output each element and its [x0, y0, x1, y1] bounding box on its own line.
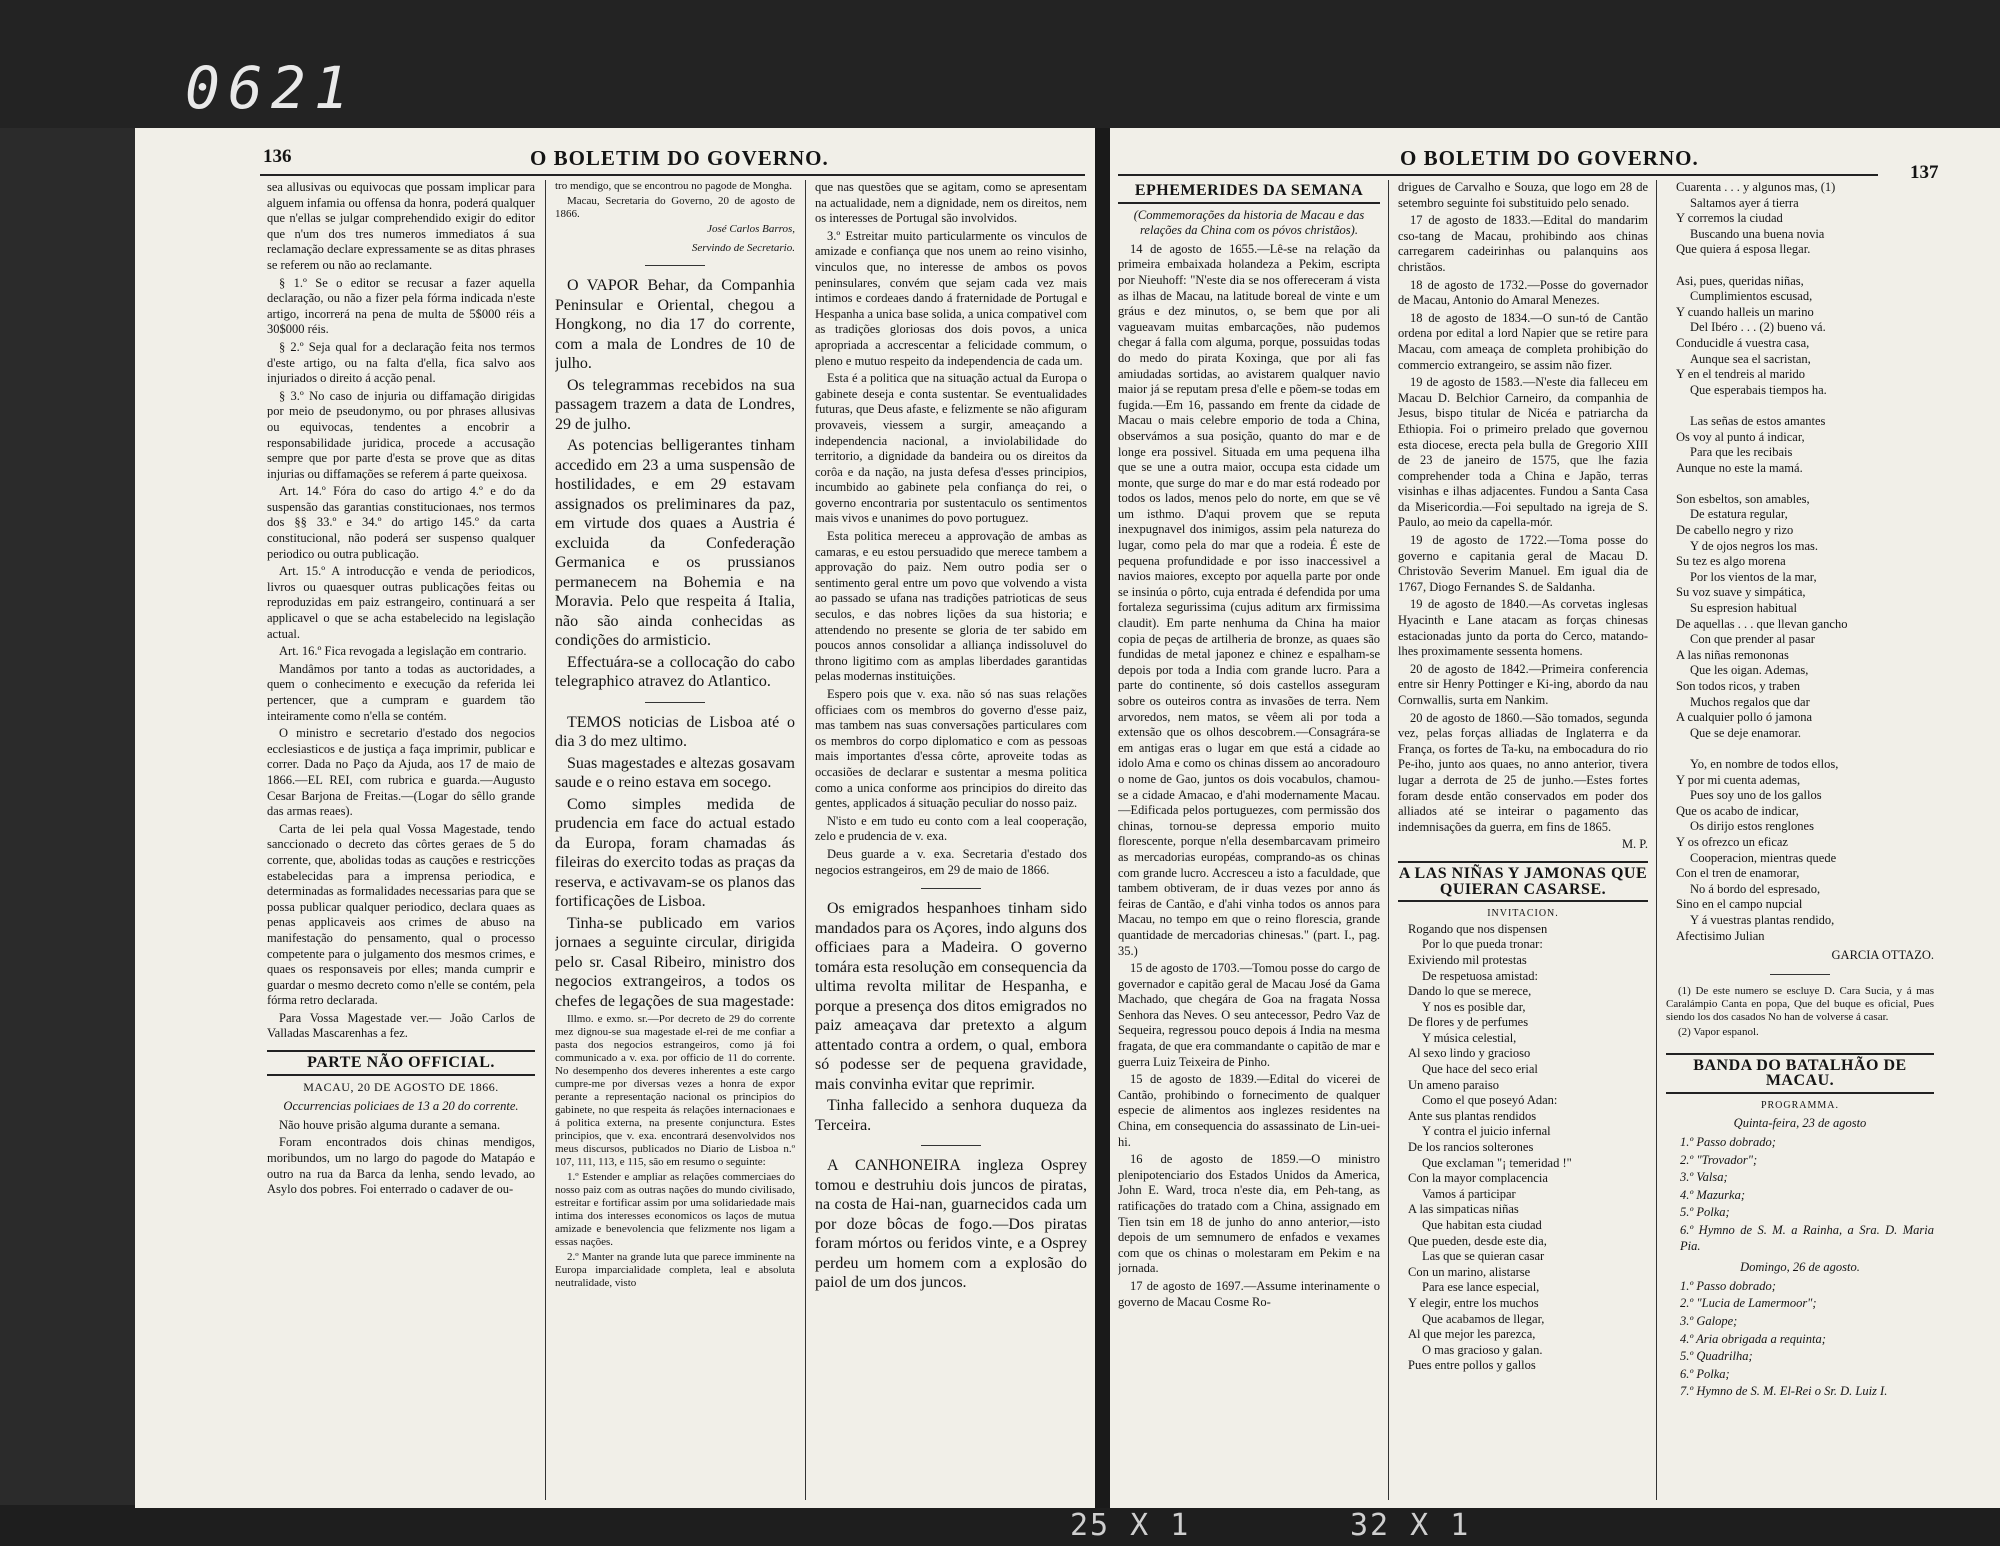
- paragraph: 15 de agosto de 1839.—Edital do vicerei de Cantão, prohibindo o fornecimento de qualquer especie de alimentos aos inglezes residentes na China, em consequencia do assassinato de Lin-uei-hi.: [1118, 1072, 1380, 1149]
- verse-line: De flores y de perfumes: [1408, 1015, 1529, 1030]
- paragraph: § 3.º No caso de injuria ou diffamação dirigidas por meio de pseudonymo, ou por phrases allusivas ou equivocas, tendentes a encobrir a responsabilidade juridica, procede a accusação sempre que por parte d'esta se prove que as ditas injurias ou diffamações se referem á parte queixosa.: [267, 388, 535, 481]
- separator: [645, 702, 705, 703]
- paragraph: tro mendigo, que se encontrou no pagode de Mongha.: [555, 180, 793, 192]
- band-title: BANDA DO BATALHÃO DE MACAU.: [1666, 1053, 1934, 1094]
- verse-line: Pues entre pollos y gallos: [1408, 1358, 1536, 1373]
- paragraph: Os telegrammas recebidos na sua passagem trazem a data de Londres, 29 de julho.: [555, 376, 795, 433]
- verse-line: Conducidle á vuestra casa,: [1676, 335, 1810, 350]
- signature-title: Servindo de Secretario.: [691, 242, 795, 254]
- verse-line: Por los vientos de la mar,: [1690, 569, 1817, 584]
- paragraph: Art. 16.º Fica revogada a legislação em contrario.: [279, 644, 527, 659]
- verse-line: Que pueden, desde este dia,: [1408, 1233, 1547, 1248]
- paragraph: 17 de agosto de 1833.—Edital do mandarim cso-tang de Macau, prohibindo aos chinas carregarem cadeirinhas ou palanquins aos christãos.: [1398, 213, 1648, 274]
- paragraph: Effectuára-se a collocação do cabo telegraphico atravez do Atlantico.: [555, 653, 795, 690]
- verse-line: Dando lo que se merece,: [1408, 984, 1532, 999]
- verse-line: Para ese lance especial,: [1422, 1280, 1540, 1295]
- verse-line: De los rancios solterones: [1408, 1140, 1534, 1155]
- separator: [645, 265, 705, 266]
- verse-line: Con que prender al pasar: [1690, 632, 1815, 647]
- paragraph: § 2.º Seja qual for a declaração feita nos termos d'este artigo, ou na falta d'ella, fica salvo aos injuriados o direito á acção penal.: [267, 339, 535, 386]
- ephemerides-title: EPHEMERIDES DA SEMANA: [1118, 180, 1380, 204]
- footnote: (2) Vapor espanol.: [1678, 1025, 1759, 1038]
- edge-code-1: 25 X 1: [1070, 1508, 1191, 1543]
- paragraph: Esta politica mereceu a approvação de ambas as camaras, e eu estou persuadido que merece tambem a approvação do paiz. Nem outro podia ser o sentimento geral entre um povo que volvendo a vista ao passado se ufana nas tradições patrioticas de seus seculos, e das nobres lições da sua historia; e attendendo no presente se gloria de ter sabido em poucos annos consolidar a alliança indissoluvel do throno ligitimo com as amplas liberdades garantidas pelas modernas instituições.: [815, 529, 1087, 684]
- verse-line: Que os acabo de indicar,: [1676, 803, 1799, 818]
- left-masthead: O BOLETIM DO GOVERNO.: [530, 146, 829, 170]
- signature: José Carlos Barros,: [707, 223, 795, 235]
- verse-line: De estatura regular,: [1690, 507, 1788, 522]
- frame-number: 0621: [185, 54, 357, 122]
- programme-item: 5.º Quadrilha;: [1680, 1349, 1753, 1364]
- verse-line: Cooperacion, mientras quede: [1690, 850, 1837, 865]
- poem-signature: GARCIA OTTAZO.: [1831, 948, 1934, 963]
- verse-line: Afectisimo Julian: [1676, 928, 1765, 943]
- verse-line: Para que les recibais: [1690, 445, 1793, 460]
- verse-line: Como el que poseyó Adan:: [1422, 1093, 1558, 1108]
- paragraph: 19 de agosto de 1840.—As corvetas inglesas Hyacinth e Lane atacam as forças chinesas estacionadas junto da porta do Cerco, matando-lhes proximamente sessenta homens.: [1398, 597, 1648, 659]
- paragraph: 19 de agosto de 1722.—Toma posse do governo e capitania geral de Macau D. Christovão Severim Manuel. Em igual dia de 1767, Diogo Fernandes S. de Saldanha.: [1398, 533, 1648, 594]
- verse-line: Al sexo lindo y gracioso: [1408, 1046, 1531, 1061]
- paragraph: Para Vossa Magestade ver.— João Carlos de Valladas Mascarenhas a fez.: [267, 1010, 535, 1041]
- separator: [921, 888, 981, 889]
- paragraph: TEMOS noticias de Lisboa até o dia 3 do mez ultimo.: [555, 713, 795, 750]
- left-column-2: [555, 180, 795, 1500]
- verse-line: Del Ibéro . . . (2) bueno vá.: [1690, 320, 1826, 335]
- paragraph: Mandâmos por tanto a todas as auctoridades, a quem o conhecimento e execução da referida lei pertencer, que a cumpram e guardem tão inteiramente como n'ella se contém.: [267, 661, 535, 723]
- verse-line: A las simpaticas niñas: [1408, 1202, 1519, 1217]
- verse-line: Vamos á participar: [1422, 1186, 1516, 1201]
- right-masthead: O BOLETIM DO GOVERNO.: [1400, 146, 1699, 170]
- left-header-rule: [260, 174, 1085, 176]
- verse-line: Y música celestial,: [1422, 1030, 1517, 1045]
- verse-line: Que exclaman "¡ temeridad !": [1422, 1155, 1572, 1170]
- verse-line: No á bordo del espresado,: [1690, 881, 1821, 896]
- paragraph: Foram encontrados dois chinas mendigos, moribundos, um no largo do pagode do Matapáo e outro na rua da Barca da lenha, sendo levado, ao Asylo dos pobres. Foi enterrado o cadaver de ou-: [267, 1135, 535, 1197]
- verse-line: Exiviendo mil protestas: [1408, 952, 1527, 967]
- verse-line: Y en el tendreis al marido: [1676, 367, 1806, 382]
- verse-line: De cabello negro y rizo: [1676, 523, 1794, 538]
- right-column-3: [1666, 180, 1934, 1500]
- paragraph: que nas questões que se agitam, como se apresentam na actualidade, nem a dignidade, nem os direitos, nem os interesses de Portugal são involvidos.: [815, 180, 1087, 226]
- paragraph: Carta de lei pela qual Vossa Magestade, tendo sanccionado o decreto das côrtes geraes de 5 do corrente, que, abolidas todas as cauções e restricções estabelecidas para a imprensa periodica, e determinadas as formalidades necessarias para que se possa publicar qualquer periodico, declara quaes as penas applicaveis aos crimes de abuso na manifestação do pensamento, qual o processo competente para o julgamento dos mesmos crimes, e quaes os responsaveis por elles; manda cumprir e guardar o mesmo decreto como n'elle se contém, pela fórma retro declarada.: [267, 821, 535, 1008]
- verse-line: Las que se quieran casar: [1422, 1249, 1545, 1264]
- signature: M. P.: [1621, 837, 1648, 852]
- poem-subtitle: INVITACION.: [1487, 908, 1559, 920]
- verse-line: Son esbeltos, son amables,: [1676, 491, 1810, 506]
- verse-line: Rogando que nos dispensen: [1408, 921, 1548, 936]
- poem-verses: [1398, 922, 1648, 1374]
- verse-line: Su espresion habitual: [1690, 601, 1797, 616]
- verse-line: Las señas de estos amantes: [1690, 413, 1826, 428]
- verse-line: [1666, 741, 1934, 757]
- verse-line: Cumplimientos escusad,: [1690, 289, 1813, 304]
- programme-item: 6.º Hymno de S. M. a Rainha, a Sra. D. Maria Pia.: [1680, 1223, 1934, 1253]
- programme-item: 7.º Hymno de S. M. El-Rei o Sr. D. Luiz I.: [1680, 1384, 1888, 1399]
- left-column-1: [267, 180, 535, 1500]
- film-strip-bottom: [0, 1505, 2000, 1546]
- verse-line: Por lo que pueda tronar:: [1422, 937, 1543, 952]
- right-page: [1110, 128, 2000, 1508]
- left-page: [135, 128, 1095, 1508]
- verse-line: Os voy al punto á indicar,: [1676, 429, 1805, 444]
- paragraph: As potencias belligerantes tinham accedido em 23 a uma suspensão de hostilidades, e em 29 estavam assignados os preliminares da paz, em virtude dos quaes a Austria é excluida da Confederação Germanica e os prussianos permanecem na Bohemia e na Moravia. Pelo que respeita á Italia, não são ainda conhecidas as condições do armisticio.: [555, 437, 795, 649]
- left-column-3: [815, 180, 1087, 1500]
- paragraph: N'isto e em tudo eu conto com a leal cooperação, zelo e prudencia de v. exa.: [815, 813, 1087, 844]
- verse-line: Con el tren de enamorar,: [1676, 866, 1800, 881]
- verse-line: A cualquier pollo ó jamona: [1676, 710, 1813, 725]
- paragraph: Não houve prisão alguma durante a semana.: [279, 1117, 501, 1132]
- paragraph: Suas magestades e altezas gosavam saude e o reino estava em socego.: [555, 754, 795, 791]
- paragraph: Os emigrados hespanhoes tinham sido mandados para os Açores, indo alguns dos officiaes para a Madeira. O governo tomára esta resolução em consequencia da ultima revolta militar de Hespanha, e porque a presença dos ditos emigrados no paiz ameaçava dar pretexto a algum attentado contra a ordem, o qual, embora só podesse ser de pequena gravidade, mais convinha evitar que reprimir.: [815, 900, 1087, 1093]
- poem-title: A LAS NIÑAS Y JAMONAS QUE QUIERAN CASARSE.: [1398, 861, 1648, 902]
- programme-list-1: [1666, 1135, 1934, 1254]
- verse-line: O mas gracioso y galan.: [1422, 1342, 1543, 1357]
- verse-line: De respetuosa amistad:: [1422, 968, 1538, 983]
- programme-item: 5.º Polka;: [1680, 1205, 1730, 1220]
- verse-line: Muchos regalos que dar: [1690, 694, 1810, 709]
- verse-line: A las niñas remononas: [1676, 647, 1789, 662]
- verse-line: Cuarenta . . . y algunos mas, (1): [1676, 180, 1836, 194]
- paragraph: drigues de Carvalho e Souza, que logo em 28 de setembro seguinte foi substituido pelo senado.: [1398, 180, 1648, 210]
- verse-line: Un ameno paraiso: [1408, 1077, 1499, 1092]
- verse-line: [1666, 476, 1934, 492]
- verse-line: Buscando una buena novia: [1690, 226, 1825, 241]
- programme-label: PROGRAMMA.: [1760, 1099, 1840, 1111]
- programme-day-1: Quinta-feira, 23 de agosto: [1733, 1116, 1867, 1131]
- edge-code-2: 32 X 1: [1350, 1508, 1471, 1543]
- right-header-rule: [1118, 174, 1878, 176]
- verse-line: Que quiera á esposa llegar.: [1676, 242, 1811, 257]
- verse-line: Aunque sea el sacristan,: [1690, 351, 1811, 366]
- verse-line: Son todos ricos, y traben: [1676, 679, 1800, 693]
- verse-line: [1666, 398, 1934, 414]
- verse-line: Y os ofrezco un eficaz: [1676, 834, 1788, 849]
- right-column-2: [1398, 180, 1648, 1500]
- verse-line: Con un marino, alistarse: [1408, 1264, 1531, 1279]
- paragraph: Tinha fallecido a senhora duqueza da Terceira.: [815, 1097, 1087, 1134]
- paragraph: 19 de agosto de 1583.—N'este dia falleceu em Macau D. Belchior Carneiro, da companhia de Jesus, bispo titular de Nicéa e patriarcha da Ethiopia. Foi o primeiro prelado que governou esta diocese, erecta pela bulla de Gregorio XIII de 23 de janeiro de 1575, que lhe fazia comprehender toda a China e Japão, terras visinhas e ilhas adjacentes. Fundou a Santa Casa da Misericordia.—Foi sepultado na igreja de S. Paulo, ao meio da capella-mór.: [1398, 375, 1648, 530]
- verse-line: Y por mi cuenta ademas,: [1676, 772, 1801, 787]
- verse-line: Su voz suave y simpática,: [1676, 585, 1806, 600]
- paragraph: § 1.º Se o editor se recusar a fazer aquella declaração, ou não a fizer pela fórma indicada n'este artigo, incorrerá na pena de multa de 5$000 réis a 30$000 réis.: [267, 275, 535, 337]
- paragraph: Art. 15.º A introducção e venda de periodicos, livros ou quaesquer outras publicações feitas ou reproduzidas em paiz estrangeiro, continuará a ser applicavel o que se acha estabelecido na legislação actual.: [267, 564, 535, 641]
- verse-line: Que se deje enamorar.: [1690, 725, 1802, 740]
- programme-day-2: Domingo, 26 de agosto.: [1740, 1260, 1860, 1275]
- verse-line: Su tez es algo morena: [1676, 554, 1786, 569]
- verse-line: Que hace del seco erial: [1422, 1062, 1538, 1077]
- verse-line: [1666, 258, 1934, 274]
- verse-line: Al que mejor les parezca,: [1408, 1327, 1536, 1342]
- verse-line: Que habitan esta ciudad: [1422, 1218, 1542, 1232]
- separator: [921, 1145, 981, 1146]
- section-heading-parte-nao-official: PARTE NÃO OFFICIAL.: [267, 1050, 535, 1076]
- paragraph: Espero pois que v. exa. não só nas suas relações officiaes com os membros do governo d'esse paiz, mas tambem nas suas conversações particulares com os membros do corpo diplomatico e com as pessoas mais importantes d'essa côrte, aproveite todas as occasiões de declarar e sustentar a mesma politica como a unica conforme aos principios do direito das gentes, applicados á situação peculiar do nosso paiz.: [815, 687, 1087, 811]
- paragraph: Illmo. e exmo. sr.—Por decreto de 29 do corrente mez dignou-se sua magestade el-rei de me confiar a pasta dos negocios estrangeiros, como já foi communicado a v. exa. por officio de 11 do corrente. No desempenho dos deveres inherentes a este cargo cumpre-me por diversas vezes a honra de expor perante a representação nacional os principios do gabinete, no que respeita ás relações internacionaes e á politica externa, na presente conjunctura. Estes principios, que v. exa. encontrará desenvolvidos nos meus discursos, publicados no Diario de Lisboa n.º 107, 111, 113, e 115, são em resumo o seguinte:: [555, 1013, 795, 1168]
- paragraph: 16 de agosto de 1859.—O ministro plenipotenciario dos Estados Unidos da America, John E. Ward, troca n'este dia, em Peh-tang, as ratificações do tratado com a China, assignado em Tien tsin em 18 de junho do anno anterior,—isto depois de um semnumero de enfados e vexames com que os chinas o molestaram em Pekim e na jornada.: [1118, 1152, 1380, 1276]
- paragraph: 17 de agosto de 1697.—Assume interinamente o governo de Macau Cosme Ro-: [1118, 1278, 1380, 1309]
- paragraph: Tinha-se publicado em varios jornaes a seguinte circular, dirigida pelo sr. Casal Ribeiro, ministro dos negocios extrangeiros, a todos os chefes de legações de sua magestade:: [555, 914, 795, 1010]
- book-gutter: [1095, 128, 1110, 1508]
- verse-line: Que acabamos de llegar,: [1422, 1311, 1545, 1326]
- programme-item: 1.º Passo dobrado;: [1680, 1278, 1776, 1293]
- poem-verses-continued: [1666, 180, 1934, 944]
- paragraph: O VAPOR Behar, da Companhia Peninsular e Oriental, chegou a Hongkong, no dia 17 do corrente, com a mala de Londres de 10 de julho.: [555, 277, 795, 372]
- verse-line: Y de ojos negros los mas.: [1690, 538, 1818, 553]
- programme-item: 1.º Passo dobrado;: [1680, 1135, 1776, 1150]
- paragraph: Deus guarde a v. exa. Secretaria d'estado dos negocios estrangeiros, em 29 de maio de 1866.: [815, 846, 1087, 877]
- verse-line: Asi, pues, queridas niñas,: [1676, 273, 1804, 288]
- programme-item: 3.º Valsa;: [1680, 1170, 1728, 1185]
- column-rule: [1656, 180, 1657, 1500]
- left-folio: 136: [263, 146, 292, 167]
- verse-line: De aquellas . . . que llevan gancho: [1676, 616, 1848, 631]
- verse-line: Y nos es posible dar,: [1422, 999, 1526, 1014]
- paragraph: 2.º Manter na grande luta que parece imminente na Europa imparcialidade completa, leal e absoluta neutralidade, visto: [555, 1251, 795, 1289]
- programme-item: 2.º "Trovador";: [1680, 1152, 1758, 1167]
- paragraph: 14 de agosto de 1655.—Lê-se na relação da primeira embaixada holandeza a Pekim, escripta por Nieuhoff: "N'este dia se nos offereceram á vista as ilhas de Macau, na latitude boreal de vinte e um gráus e dez minutos, o, se bem que por ali vagueavam muitas embarcações, não pudemos chegar á falla com alguma, porque, possuidas todas do medo do pirata Koxinga, que por ali fas amiudadas sortidas, ao avistarem qualquer navio maior já se reputam presa d'elle e põem-se todas em fugida.—Em 16, passando em frente da cidade de Macau o mais celebre emporio de toda a China, observámos a sua posição, quanto do mar e de longe era possivel. Situada em uma pequena ilha que se une a outra maior, occupa esta cidade um monte, que surge do mar e do mar está rodeado por todos os lados, menos pelo do norte, em que se vê um isthmo. D'aqui provem que se reputa inexpugnavel dos inimigos, assim pela natureza do lugar, como pela do mar que a rodeia. É este de pequena profundidade e por isso inaccessivel a navios maiores, excepto por aquella parte por onde se insinúa o pôrto, cuja entrada é defendida por uma fortaleza segurissima (cujus aditum arx firmissima claudit). Em parte nenhuma da China ha maior copia de peças de artilheria de bronze, as quaes são fundidas de metal japonez e chinez e espalham-se depois por toda a India com grande lucro. Para a parte do continente, só dois castellos asseguram sobre os outeiros contra as invasões de terra. Nem arvoredos, nem matos, se vêem ali por toda a extensão que os olhos descobrem.—Consagrára-se em antigas eras o lugar em que está a cidade ao idolo Ama e como os chinas dissem ao ancoradouro o nome de Gao, juntos os dois vocabulos, chamou-se a cidade Amacao, e d'ahi modernamente Macau.—Edificada pelos portuguezes, com permissão dos chinas, tornou-se depressa emporio muito florescente, porque n'ella desembarcavam primeiro as mercadorias européas, comprando-as os chinas com grande lucro. Accresceu a isto a faculdade, que tambem obtiveram, de ir duas vezes por anno ás feiras de Cantão, e d'ahi vinha todos os annos para Macau, no tempo em que o reino florescia, grande quantidade de mercadorias chinesas." (part. I., pag. 35.): [1118, 241, 1380, 958]
- verse-line: Aunque no este la mamá.: [1676, 460, 1803, 475]
- programme-item: 3.º Galope;: [1680, 1314, 1738, 1328]
- column-rule: [1388, 180, 1389, 1500]
- column-rule: [545, 180, 546, 1500]
- verse-line: Y á vuestras plantas rendido,: [1690, 912, 1835, 927]
- right-folio: 137: [1910, 162, 1939, 183]
- verse-line: Y corremos la ciudad: [1676, 211, 1783, 226]
- programme-item: 4.º Aria obrigada a requinta;: [1680, 1331, 1826, 1346]
- paragraph: 3.º Estreitar muito particularmente os vinculos de amizade e confiança que nos unem ao reino visinho, vinculos que, no interesse de ambos os povos peninsulares, convém que sejam cada vez mais intimos e cordeaes dando á fraternidade de Portugal e Hespanha a unica base solida, a unica compativel com as tradições gloriosas dos dois povos, a unica apropriada a accrescentar a felicidade commum, o pleno e mutuo respeito da independencia de cada um.: [815, 228, 1087, 368]
- verse-line: Ante sus plantas rendidos: [1408, 1108, 1537, 1123]
- paragraph: 20 de agosto de 1860.—São tomados, segunda vez, pelas forças alliadas de Inglaterra e da França, os fortes de Ta-ku, na embocadura do rio Pe-iho, junto aos quaes, no anno anterior, tivera lugar a derrota de 25 de junho.—Estes fortes foram desde então conservados em poder dos alliados até se inteirar o pagamento das indemnisações da guerra, em fins de 1865.: [1398, 710, 1648, 834]
- verse-line: Que esperabais tiempos ha.: [1690, 382, 1827, 397]
- verse-line: Y cuando halleis un marino: [1676, 304, 1814, 319]
- dateline: MACAU, 20 DE AGOSTO DE 1866.: [303, 1079, 499, 1094]
- verse-line: Saltamos ayer á tierra: [1690, 195, 1799, 210]
- subheading: Occurrencias policiaes de 13 a 20 do corrente.: [283, 1099, 519, 1114]
- verse-line: Que les oigan. Ademas,: [1690, 663, 1809, 678]
- paragraph: 18 de agosto de 1834.—O sun-tó de Cantão ordena por edital a lord Napier que se retire para Macau, com ameaça de completa prohibição do commercio extrangeiro, se assim não fizer.: [1398, 310, 1648, 372]
- verse-line: Con la mayor complacencia: [1408, 1171, 1548, 1186]
- verse-line: Os dirijo estos renglones: [1690, 819, 1814, 834]
- verse-line: Y contra el juicio infernal: [1422, 1124, 1551, 1139]
- verse-line: Y elegir, entre los muchos: [1408, 1295, 1539, 1310]
- paragraph: 18 de agosto de 1732.—Posse do governador de Macau, Antonio do Amaral Menezes.: [1398, 277, 1648, 308]
- paragraph: 15 de agosto de 1703.—Tomou posse do cargo de governador e capitão geral de Macau José da Gama Machado, que chegára de Goa na fragata Nossa Senhora das Neves. O seu antecessor, Pedro Vaz de Sequeira, regressou pouco depois á India na mesma fragata, de que era commandante o capitão de mar e guerra Luiz Teixeira de Pinho.: [1118, 961, 1380, 1069]
- paragraph: Art. 14.º Fóra do caso do artigo 4.º e do da suspensão das garantias constitucionaes, nos termos dos §§ 33.º e 34.º do artigo 145.º da carta constitucional, não poderá ser suspenso qualquer periodico ou outra publicação.: [267, 484, 535, 561]
- paragraph: sea allusivas ou equivocas que possam implicar para alguem infamia ou offensa da honra, poderá qualquer que n'ellas se julgar comprehendido exigir do editor que n'um dos tres numeros immediatos á sua reclamação declare expressamente se as ditas phrases se referem ou não ao reclamante.: [267, 180, 535, 272]
- programme-item: 4.º Mazurka;: [1680, 1187, 1745, 1202]
- paragraph: Macau, Secretaria do Governo, 20 de agosto de 1866.: [555, 195, 795, 220]
- separator: [1770, 974, 1830, 975]
- footnote: (1) De este numero se escluye D. Cara Sucia, y á mas Caralámpio Canta en popa, Que del buque es oficial, Pues siendo los dos casados No han de volverse á casar.: [1666, 984, 1934, 1023]
- right-column-1: [1118, 180, 1380, 1500]
- ephemerides-subtitle: (Commemorações da historia de Macau e das relações da China com os póvos christãos).: [1133, 207, 1365, 238]
- paragraph: O ministro e secretario d'estado dos negocios ecclesiasticos e de justiça a faça imprimir, publicar e correr. Dada no Paço da Ajuda, aos 17 de maio de 1866.—EL REI, com rubrica e guarda.—Augusto Cesar Barjona de Freitas.—(Logar do sêllo grande das armas reaes).: [267, 726, 535, 819]
- paragraph: Esta é a politica que na situação actual da Europa o gabinete deseja e conta sustentar. Se eventualidades futuras, que Deus afaste, e felizmente se não afiguram provaveis, viessem a surgir, ameaçando a independencia nacional, a inviolabilidade do territorio, a dignidade da bandeira ou os direitos da corôa e da nação, na justa defesa d'esses principios, incumbido ao gabinete pela confiança do rei, o governo encontraria por sustentaculo os sentimentos mais vivos e unanimes do povo portuguez.: [815, 371, 1087, 526]
- programme-item: 6.º Polka;: [1680, 1366, 1730, 1381]
- verse-line: Pues soy uno de los gallos: [1690, 788, 1822, 803]
- programme-list-2: [1666, 1279, 1934, 1400]
- paragraph: Como simples medida de prudencia em face do actual estado da Europa, foram chamadas ás fileiras do exercito todas as praças da reserva, e activavam-se os planos das fortificações de Lisboa.: [555, 795, 795, 910]
- programme-item: 2.º "Lucia de Lamermoor";: [1680, 1296, 1817, 1311]
- paragraph: 20 de agosto de 1842.—Primeira conferencia entre sir Henry Pottinger e Ki-ing, abordo da nau Cornwallis, surta em Nankim.: [1398, 661, 1648, 707]
- verse-line: Yo, en nombre de todos ellos,: [1690, 756, 1839, 771]
- paragraph: A CANHONEIRA ingleza Osprey tomou e destruhiu dois juncos de piratas, na costa de Hai-nan, guarnecidos cada um por doze bôcas de fogo.—Dos piratas foram mórtos ou feridos vinte, e a Osprey perdeu um homem com a explosão do paiol de um dos juncos.: [815, 1157, 1087, 1292]
- paragraph: 1.º Estender e ampliar as relações commerciaes do nosso paiz com as outras nações do mundo civilisado, estreitar e fortificar assim por uma solidariedade mais intima dos interesses economicos os laços de mutua amizade e benevolencia que felizmente nos ligam a essas nações.: [555, 1171, 795, 1248]
- verse-line: Sino en el campo nupcial: [1676, 897, 1803, 912]
- column-rule: [805, 180, 806, 1500]
